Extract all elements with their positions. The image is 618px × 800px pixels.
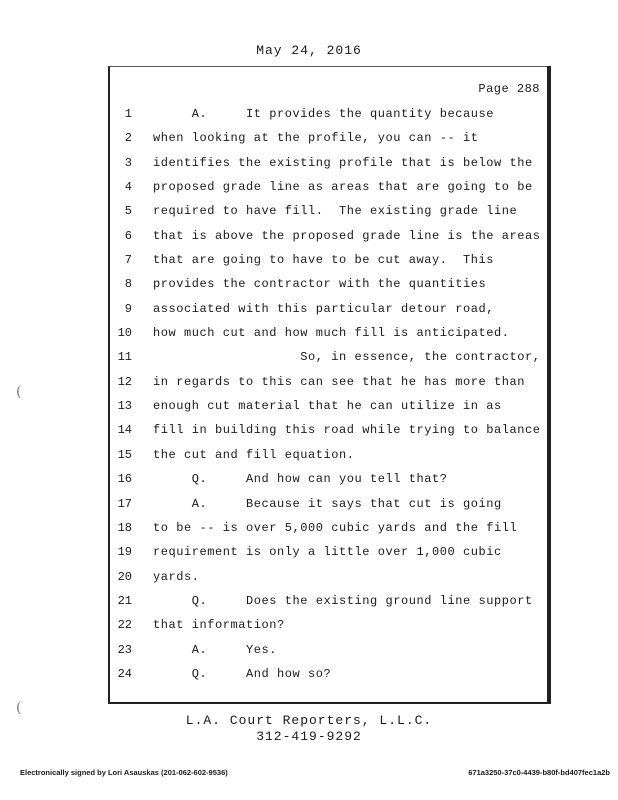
transcript-line	[0, 613, 618, 637]
line-text: So, in essence, the contractor,	[153, 350, 541, 365]
transcript-line	[0, 370, 618, 394]
line-text: how much cut and how much fill is anticipated.	[153, 326, 510, 341]
transcript-line	[0, 224, 618, 248]
transcript-line	[0, 565, 618, 589]
line-number: 24	[117, 666, 132, 681]
line-number: 9	[124, 301, 132, 316]
transcript-line	[0, 151, 618, 175]
transcript-line	[0, 345, 618, 369]
line-text: Q. And how can you tell that?	[153, 472, 448, 487]
transcript-line	[0, 443, 618, 467]
line-text: when looking at the profile, you can -- it	[153, 131, 479, 146]
line-text: Q. Does the existing ground line support	[153, 593, 533, 608]
binding-mark-lower: (	[16, 700, 22, 716]
transcript-line	[0, 321, 618, 345]
transcript-date: May 24, 2016	[256, 43, 362, 58]
line-number: 8	[124, 277, 132, 292]
transcript-line	[0, 175, 618, 199]
transcript-line	[0, 418, 618, 442]
line-text: associated with this particular detour road,	[153, 301, 495, 316]
transcript-line	[0, 297, 618, 321]
transcript-line	[0, 248, 618, 272]
line-number: 23	[117, 642, 132, 657]
line-number: 21	[117, 593, 132, 608]
line-number: 15	[117, 447, 132, 462]
line-number: 14	[117, 423, 132, 438]
line-text: that are going to have to be cut away. This	[153, 253, 495, 268]
line-number: 16	[117, 472, 132, 487]
line-text: A. Yes.	[153, 642, 278, 657]
line-text: to be -- is over 5,000 cubic yards and the fill	[153, 520, 518, 535]
line-number: 3	[124, 155, 132, 170]
line-number: 22	[117, 618, 132, 633]
transcript-line	[0, 126, 618, 150]
transcript-line	[0, 516, 618, 540]
line-number: 2	[124, 131, 132, 146]
line-text: the cut and fill equation.	[153, 447, 355, 462]
transcript-line	[0, 102, 618, 126]
transcript-line	[0, 394, 618, 418]
line-text: provides the contractor with the quantities	[153, 277, 487, 292]
line-text: A. Because it says that cut is going	[153, 496, 502, 511]
transcript-line	[0, 199, 618, 223]
line-number: 13	[117, 399, 132, 414]
transcript-line	[0, 540, 618, 564]
document-id: 671a3250-37c0-4439-b80f-bd407fec1a2b	[468, 768, 610, 777]
line-text: in regards to this can see that he has more than	[153, 374, 526, 389]
line-number: 18	[117, 520, 132, 535]
line-text: yards.	[153, 569, 200, 584]
line-number: 1	[124, 107, 132, 121]
line-number: 20	[117, 569, 132, 584]
transcript-line	[0, 492, 618, 516]
transcript-line	[0, 662, 618, 686]
line-number: 12	[117, 374, 132, 389]
court-reporter-phone: 312-419-9292	[256, 729, 362, 744]
transcript-line	[0, 589, 618, 613]
line-text: requirement is only a little over 1,000 cubic	[153, 545, 502, 560]
line-text: required to have fill. The existing grade line	[153, 204, 518, 219]
binding-mark-upper: (	[16, 384, 22, 400]
line-number: 4	[124, 180, 132, 195]
line-number: 5	[124, 204, 132, 219]
line-text: Q. And how so?	[153, 666, 332, 681]
line-text: that information?	[153, 618, 285, 633]
page-number: Page 288	[478, 82, 540, 96]
electronic-signature-note: Electronically signed by Lori Asauskas (201-062-602-9536)	[20, 768, 228, 777]
line-number: 10	[117, 326, 132, 341]
line-text: fill in building this road while trying to balance	[153, 423, 541, 438]
line-number: 19	[117, 545, 132, 560]
court-reporter-name: L.A. Court Reporters, L.L.C.	[185, 713, 433, 728]
transcript-line	[0, 467, 618, 491]
transcript-line	[0, 272, 618, 296]
line-number: 17	[117, 496, 132, 511]
transcript-lines	[0, 102, 618, 686]
line-number: 11	[117, 350, 132, 365]
transcript-line	[0, 638, 618, 662]
line-text: enough cut material that he can utilize in as	[153, 399, 502, 414]
line-text: identifies the existing profile that is below the	[153, 155, 533, 170]
line-text: proposed grade line as areas that are going to be	[153, 180, 533, 195]
line-number: 6	[124, 228, 132, 243]
line-text: that is above the proposed grade line is the areas	[153, 228, 541, 243]
line-number: 7	[124, 253, 132, 268]
line-text: A. It provides the quantity because	[153, 107, 495, 121]
